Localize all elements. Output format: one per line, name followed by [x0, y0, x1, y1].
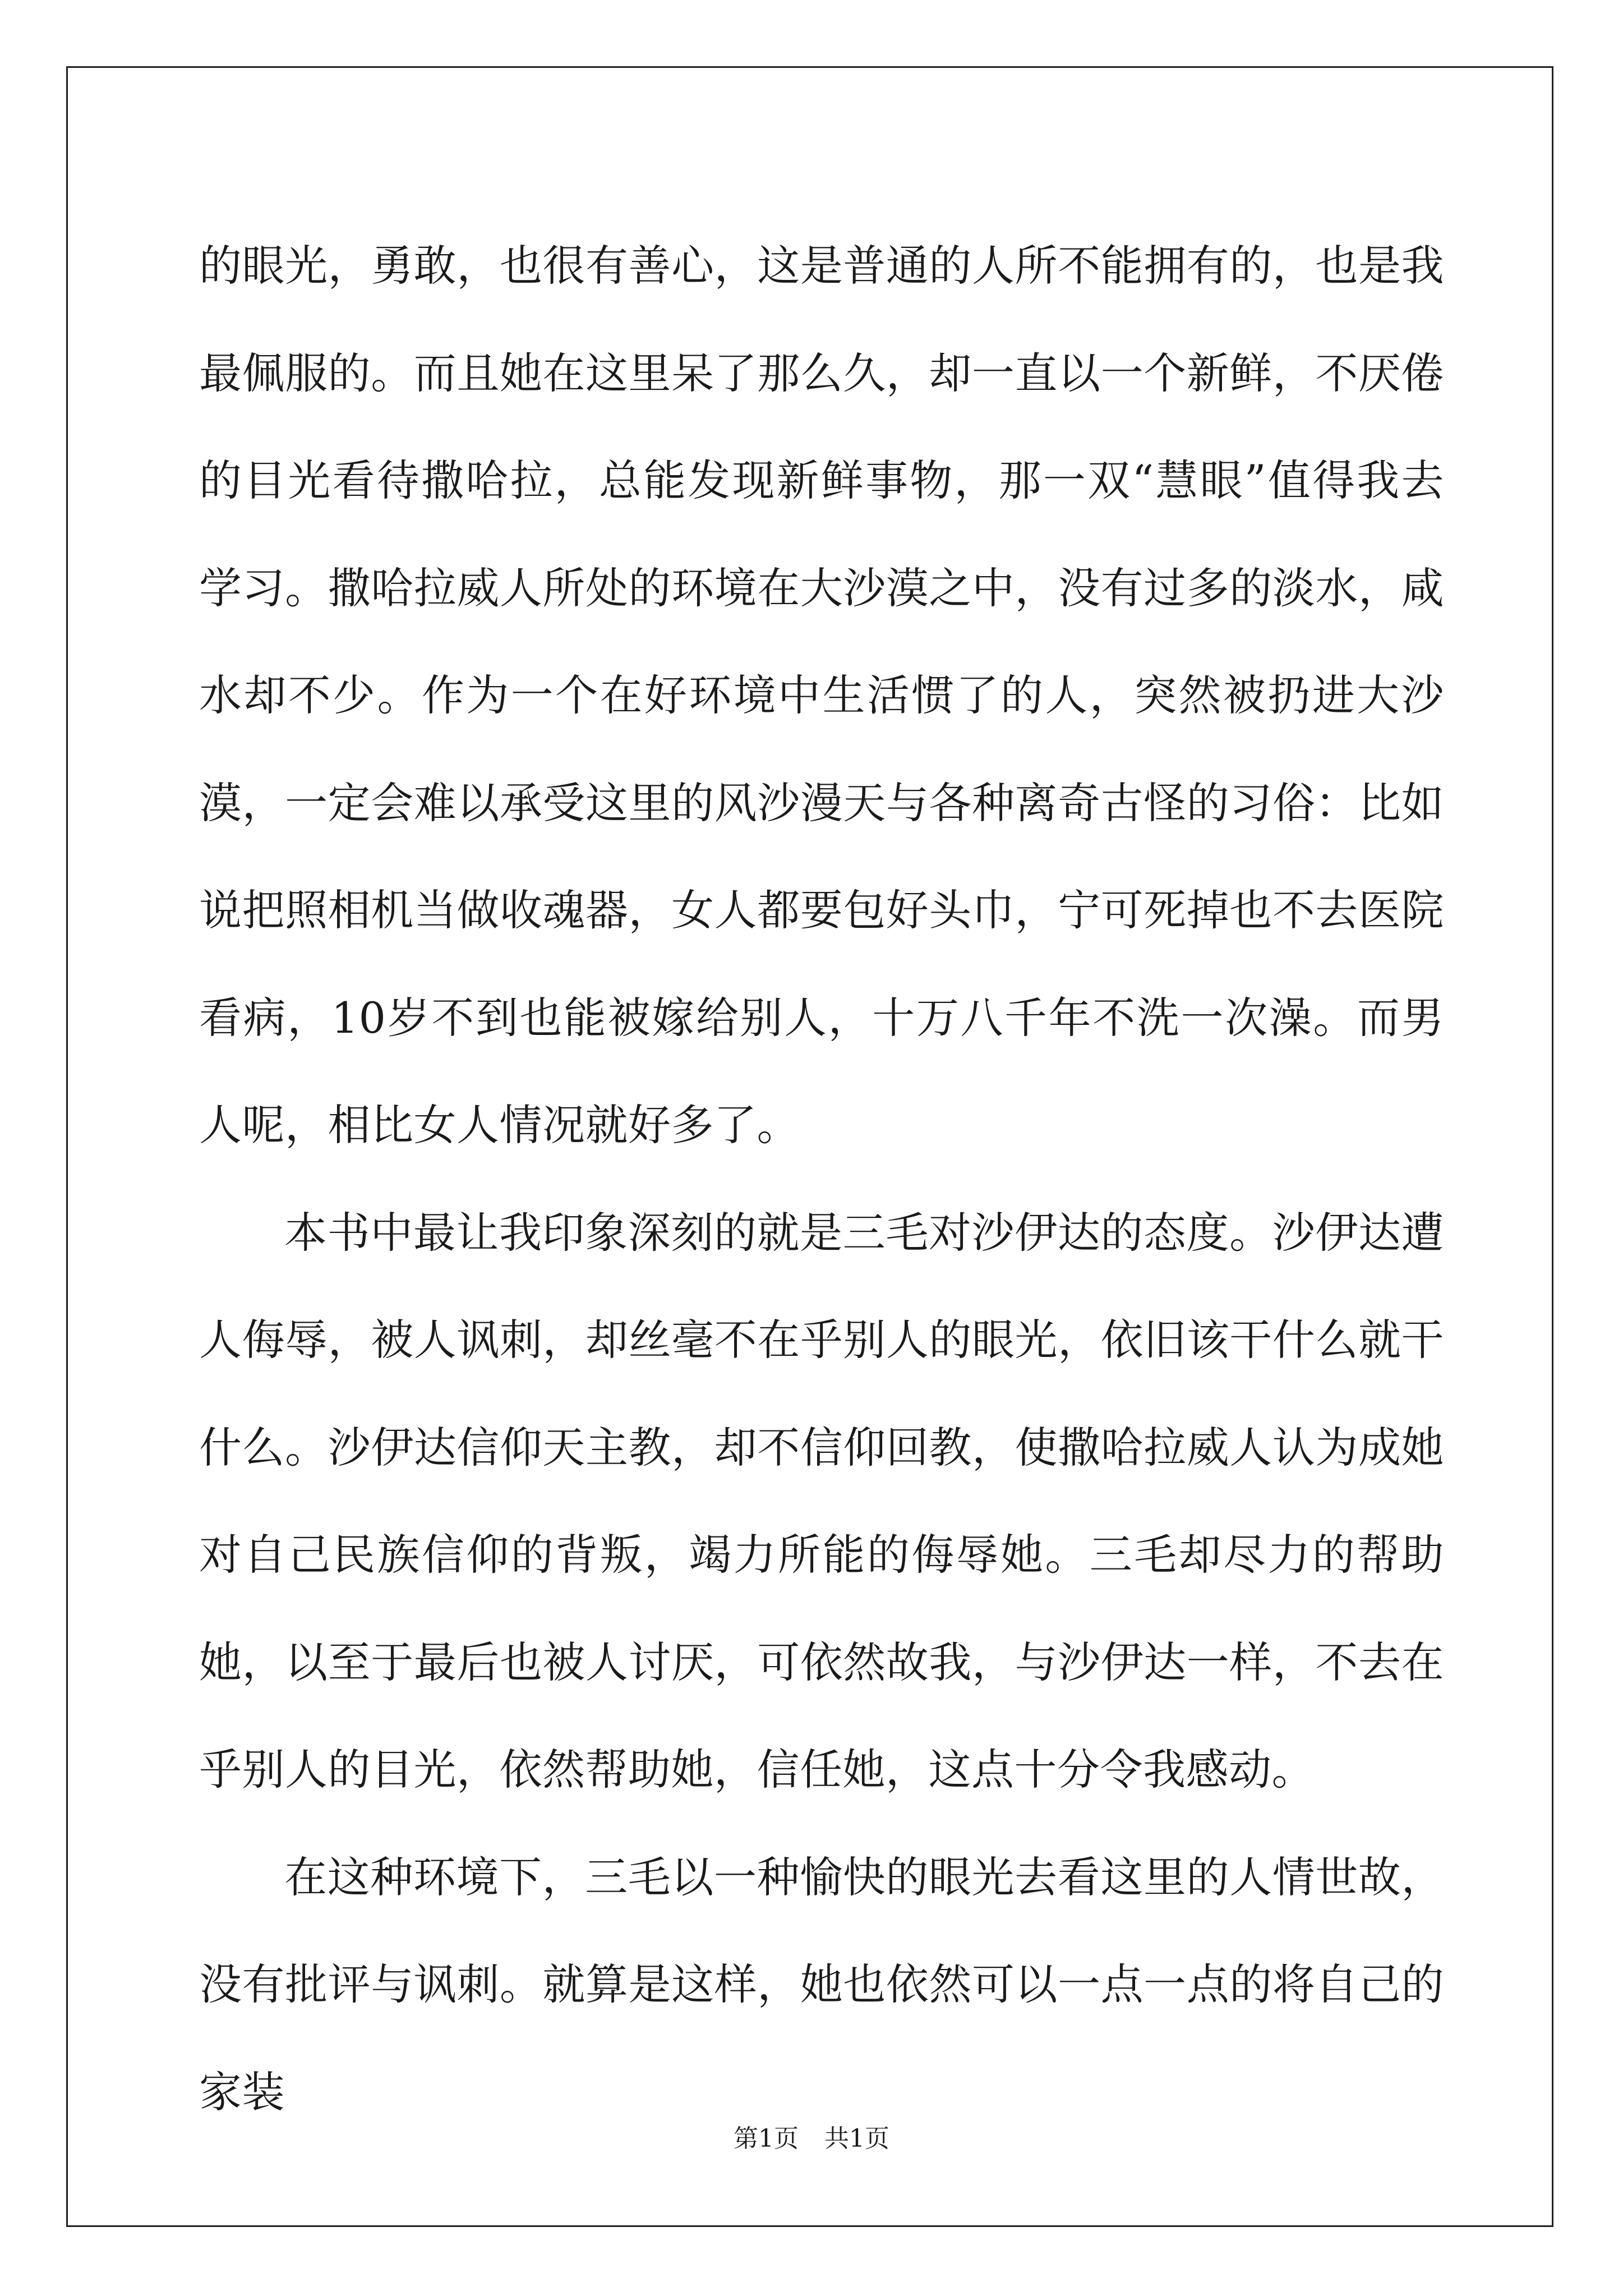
paragraph-2: 本书中最让我印象深刻的就是三毛对沙伊达的态度。沙伊达遭人侮辱，被人讽刺，却丝毫不在乎别人的眼光，依旧该干什么就干什么。沙伊达信仰天主教，却不信仰回教，使撒哈拉威人认为成她对自己民族信仰的背叛，竭力所能的侮辱她。三毛却尽力的帮助她，以至于最后也被人讨厌，可依然故我，与沙伊达一样，不去在乎别人的目光，依然帮助她，信任她，这点十分令我感动。	[199, 1207, 1444, 1795]
page-total: 共1页	[824, 2124, 889, 2153]
paragraph-3: 在这种环境下，三毛以一种愉快的眼光去看这里的人情世故，没有批评与讽刺。就算是这样，她也依然可以一点一点的将自己的家装	[199, 1852, 1444, 2117]
document-body	[199, 212, 1444, 2146]
paragraph-1: 的眼光，勇敢，也很有善心，这是普通的人所不能拥有的，也是我最佩服的。而且她在这里呆了那么久，却一直以一个新鲜，不厌倦的目光看待撒哈拉，总能发现新鲜事物，那一双“慧眼”值得我去学习。撒哈拉威人所处的环境在大沙漠之中，没有过多的淡水，咸水却不少。作为一个在好环境中生活惯了的人，突然被扔进大沙漠，一定会难以承受这里的风沙漫天与各种离奇古怪的习俗：比如说把照相机当做收魂器，女人都要包好头巾，宁可死掉也不去医院看病，10岁不到也能被嫁给别人，十万八千年不洗一次澡。而男人呢，相比女人情况就好多了。	[199, 241, 1444, 1150]
page-footer	[0, 2122, 1623, 2156]
page-number: 第1页	[734, 2124, 799, 2153]
